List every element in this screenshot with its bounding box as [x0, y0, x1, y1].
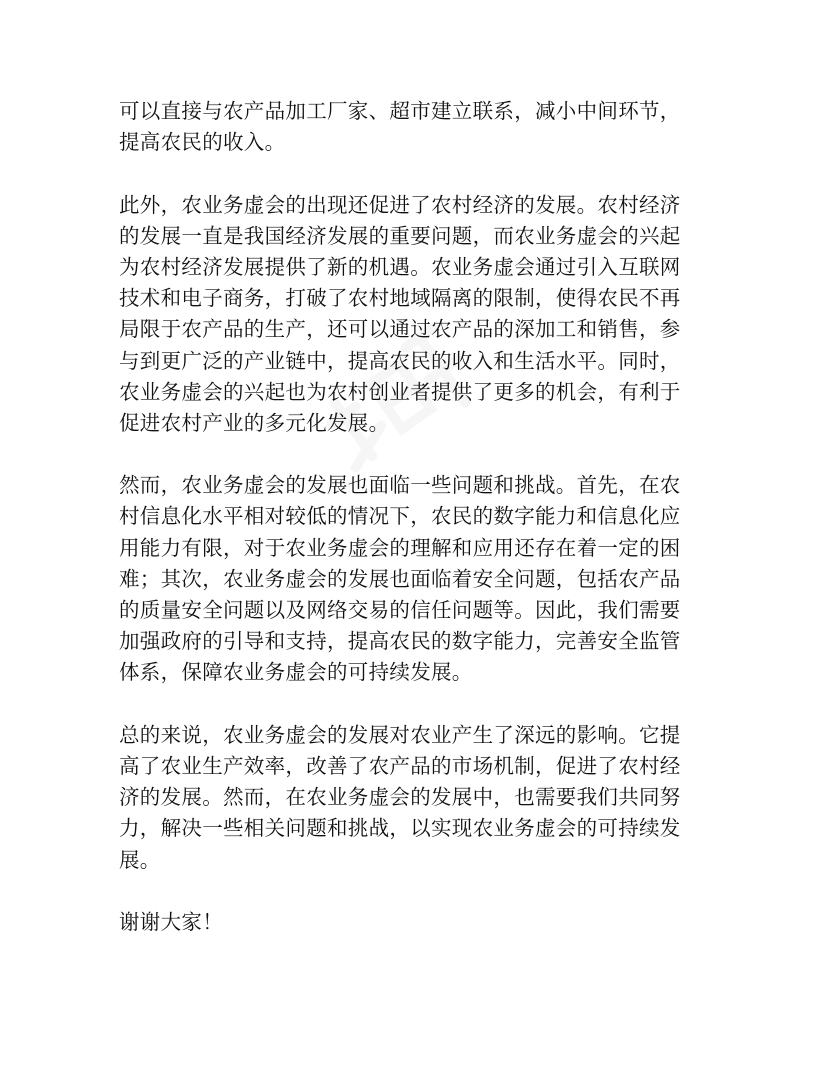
- paragraph-closing: [119, 907, 715, 938]
- text-line: 然而，农业务虚会的发展也面临一些问题和挑战。首先，在农: [119, 473, 681, 498]
- document-page: [119, 96, 715, 938]
- text-line: 高了农业生产效率，改善了农产品的市场机制，促进了农村经: [119, 753, 681, 778]
- text-line: 促进农村产业的多元化发展。: [119, 410, 390, 435]
- closing-line: 谢谢大家！: [119, 909, 223, 934]
- paragraph-challenges: [119, 470, 715, 688]
- text-line: 为农村经济发展提供了新的机遇。农业务虚会通过引入互联网: [119, 254, 681, 279]
- text-line: 用能力有限，对于农业务虚会的理解和应用还存在着一定的困: [119, 535, 681, 560]
- text-line: 可以直接与农产品加工厂家、超市建立联系，减小中间环节，: [119, 99, 681, 123]
- text-line: 提高农民的收入。: [119, 130, 286, 155]
- text-line: 技术和电子商务，打破了农村地域隔离的限制，使得农民不再: [119, 286, 681, 311]
- text-line: 局限于农产品的生产，还可以通过农产品的深加工和销售，参: [119, 317, 681, 342]
- text-line: 的发展一直是我国经济发展的重要问题，而农业务虚会的兴起: [119, 223, 681, 248]
- paragraph-gap: [119, 439, 715, 470]
- text-line: 济的发展。然而，在农业务虚会的发展中，也需要我们共同努: [119, 785, 681, 810]
- text-line: 难；其次，农业务虚会的发展也面临着安全问题，包括农产品: [119, 566, 681, 591]
- text-line: 的质量安全问题以及网络交易的信任问题等。因此，我们需要: [119, 598, 681, 622]
- paragraph-gap: [119, 158, 715, 189]
- paragraph-gap: [119, 876, 715, 907]
- text-line: 村信息化水平相对较低的情况下，农民的数字能力和信息化应: [119, 504, 681, 529]
- text-line: 力，解决一些相关问题和挑战，以实现农业务虚会的可持续发: [119, 816, 681, 841]
- text-line: 加强政府的引导和支持，提高农民的数字能力，完善安全监管: [119, 629, 681, 654]
- text-line: 体系，保障农业务虚会的可持续发展。: [119, 660, 473, 685]
- paragraph-gap: [119, 689, 715, 720]
- paragraph-intro-continuation: [119, 96, 715, 158]
- text-line: 农业务虚会的兴起也为农村创业者提供了更多的机会，有利于: [119, 379, 681, 404]
- text-line: 此外，农业务虚会的出现还促进了农村经济的发展。农村经济: [119, 192, 681, 217]
- text-line: 与到更广泛的产业链中，提高农民的收入和生活水平。同时，: [119, 348, 681, 373]
- text-line: 总的来说，农业务虚会的发展对农业产生了深远的影响。它提: [119, 722, 681, 747]
- text-line: 展。: [119, 847, 161, 872]
- paragraph-summary: [119, 720, 715, 876]
- paragraph-rural-economy: [119, 190, 715, 440]
